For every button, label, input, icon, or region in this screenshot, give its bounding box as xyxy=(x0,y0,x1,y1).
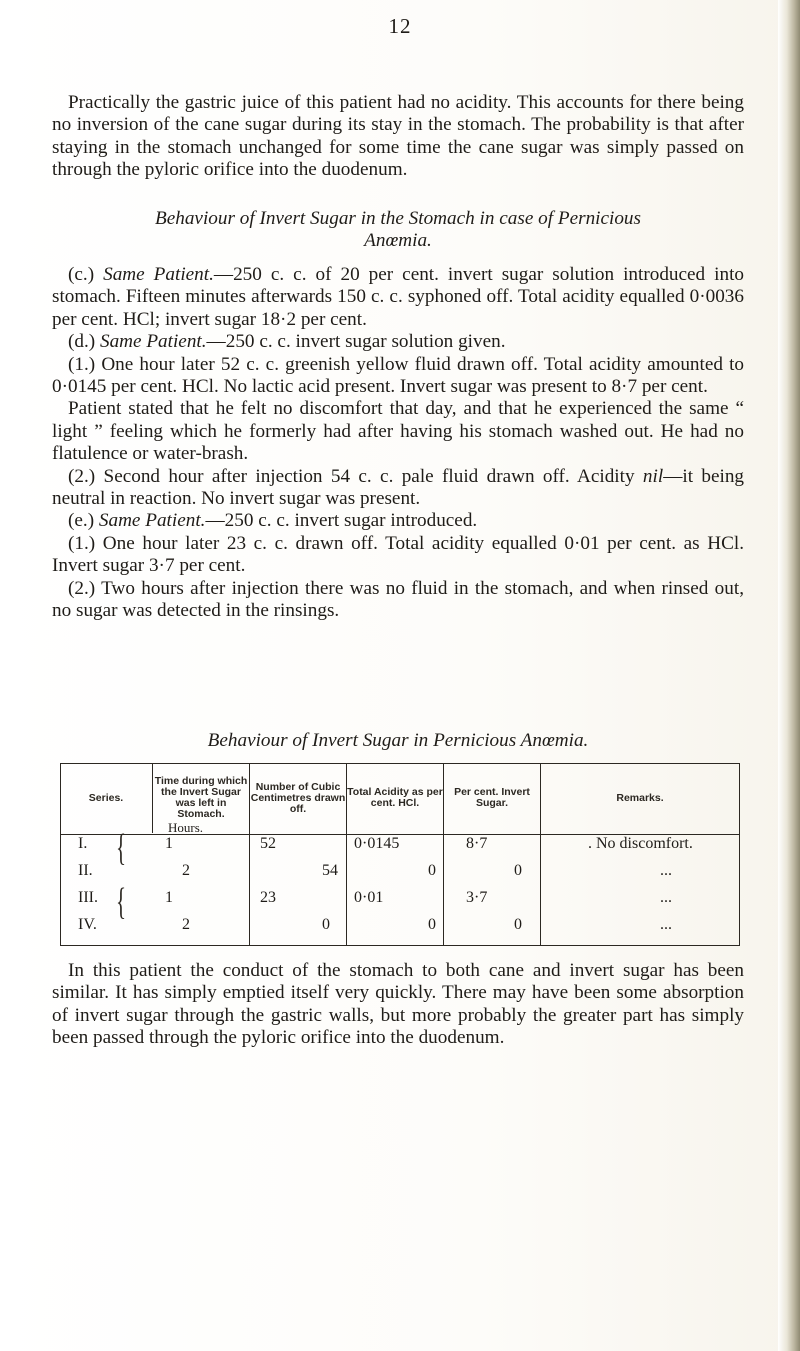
paragraph-e2 xyxy=(52,578,744,623)
cubic-cm-cell: 52 xyxy=(260,835,276,852)
paragraph-d1-text: One hour later 52 c. c. greenish yellow fluid drawn off. Total acidity amounted to 0·0145 per cent. HCl. No lactic acid present. Invert sugar was present to 8·7 per cent. xyxy=(52,353,744,398)
body-col-rule-5 xyxy=(540,835,541,945)
row-group-brace: { xyxy=(116,827,127,869)
paragraph-patient-stated xyxy=(52,398,744,465)
remarks-cell: ... xyxy=(660,889,672,906)
body-col-rule-0 xyxy=(60,835,61,945)
paragraph-e1 xyxy=(52,533,744,578)
body-col-rule-3 xyxy=(346,835,347,945)
paragraph-d2 xyxy=(52,466,744,511)
invert-sugar-cell: 0 xyxy=(514,862,522,879)
cubic-cm-cell: 54 xyxy=(322,862,338,879)
paragraph-d-lead: Same Patient. xyxy=(99,331,207,353)
paragraph-e-lead: Same Patient. xyxy=(98,510,206,532)
paragraph-patient-stated-text: Patient stated that he felt no discomfort that day, and that he experienced the same “ light ” feeling which he formerly had after having his stomach washed out. He had no flatulence or water-brash. xyxy=(52,398,744,465)
body-col-rule-2 xyxy=(249,835,250,945)
paragraph-d-text: —250 c. c. invert sugar solution given. xyxy=(206,331,506,353)
paragraph-c-text: —250 c. c. of 20 per cent. invert sugar solution introduced into stomach. Fifteen minutes afterwards 150 c. c. syphoned off. Total acidity equalled 0·0036 per cent. HCl; invert sugar 18·2 per cent. xyxy=(52,264,745,330)
paragraph-e1-text: One hour later 23 c. c. drawn off. Total acidity equalled 0·01 per cent. as HCl. Invert sugar 3·7 per cent. xyxy=(52,532,745,577)
paragraph-d2-text-b: —it being neutral in reaction. No invert sugar was present. xyxy=(52,465,745,510)
page-edge-shadow xyxy=(778,0,800,1351)
body-col-rule-4 xyxy=(443,835,444,945)
table-bottom-rule xyxy=(60,945,740,946)
invert-sugar-cell: 0 xyxy=(514,916,522,933)
intro-paragraph-text: Practically the gastric juice of this patient had no acidity. This accounts for there being no inversion of the cane sugar during its stay in the stomach. The probability is that after staying in the stomach unchanged for some time the cane sugar was simply passed on through the pyloric orifice into the duodenum. xyxy=(52,92,744,181)
invert-sugar-cell: 8·7 xyxy=(466,835,488,852)
remarks-cell: . No discomfort. xyxy=(588,835,693,852)
closing-paragraph-text: In this patient the conduct of the stomach to both cane and invert sugar has been similar. It has simply emptied itself very quickly. There may have been some absorption of invert sugar through the gastric walls, but more probably the greater part has simply been passed through the pyloric orifice into the duodenum. xyxy=(52,960,744,1049)
header-cubic-cm: Number of Cubic Centimetres drawn off. xyxy=(250,780,346,815)
paragraph-d2-label: (2.) xyxy=(68,465,96,487)
remarks-cell: ... xyxy=(660,862,672,879)
header-total-acidity: Total Acidity as per cent. HCl. xyxy=(347,786,443,809)
series-label: III. xyxy=(78,889,98,906)
time-cell: 2 xyxy=(182,916,190,933)
intro-paragraph xyxy=(52,92,744,182)
acidity-cell: 0 xyxy=(428,862,436,879)
closing-paragraph xyxy=(52,960,744,1050)
paragraph-e-text: —250 c. c. invert sugar introduced. xyxy=(205,510,478,532)
header-time: Time during which the Invert Sugar was left in Stomach. xyxy=(154,775,248,820)
paragraph-d xyxy=(52,331,744,353)
paragraph-c xyxy=(52,264,744,331)
cubic-cm-cell: 23 xyxy=(260,889,276,906)
paragraph-c-label: (c.) xyxy=(68,264,95,285)
acidity-cell: 0 xyxy=(428,916,436,933)
section-heading-line1: Behaviour of Invert Sugar in the Stomach in case of Pernicious xyxy=(155,208,641,229)
series-label: I. xyxy=(78,835,88,852)
paragraph-d-label: (d.) xyxy=(68,331,96,353)
section-heading-line2: Anœmia. xyxy=(364,230,432,252)
table-heading: Behaviour of Invert Sugar in Pernicious Anœmia. xyxy=(207,730,589,751)
paragraph-e1-label: (1.) xyxy=(68,532,96,554)
series-label: IV. xyxy=(78,916,97,933)
paragraph-d1-label: (1.) xyxy=(68,353,96,375)
page-number: 12 xyxy=(388,14,412,38)
case-notes xyxy=(52,264,744,623)
acidity-cell: 0·01 xyxy=(354,889,384,906)
paragraph-e2-text: Two hours after injection there was no fluid in the stomach, and when rinsed out, no sugar was detected in the rinsings. xyxy=(52,577,744,622)
header-invert-sugar: Per cent. Invert Sugar. xyxy=(454,786,530,809)
time-cell: 2 xyxy=(182,862,190,879)
paragraph-e-label: (e.) xyxy=(68,510,95,532)
row-group-brace: { xyxy=(116,881,127,923)
paragraph-e2-label: (2.) xyxy=(68,577,96,599)
table-body xyxy=(60,820,740,945)
series-label: II. xyxy=(78,862,93,879)
paragraph-d2-text-a: Second hour after injection 54 c. c. pale fluid drawn off. Acidity xyxy=(103,465,643,487)
cubic-cm-cell: 0 xyxy=(322,916,330,933)
paragraph-d1 xyxy=(52,354,744,399)
header-remarks: Remarks. xyxy=(616,791,664,804)
paragraph-c-lead: Same Patient. xyxy=(103,264,214,285)
unit-hours: Hours. xyxy=(168,820,204,835)
paragraph-e xyxy=(52,510,744,532)
time-cell: 1 xyxy=(165,889,173,906)
acidity-cell: 0·0145 xyxy=(354,835,400,852)
section-heading xyxy=(52,208,744,253)
time-cell: 1 xyxy=(165,835,173,852)
invert-sugar-cell: 3·7 xyxy=(466,889,488,906)
body-col-rule-6 xyxy=(739,835,740,945)
paragraph-d2-italic: nil xyxy=(642,465,664,487)
remarks-cell: ... xyxy=(660,916,672,933)
header-series: Series. xyxy=(88,791,124,804)
